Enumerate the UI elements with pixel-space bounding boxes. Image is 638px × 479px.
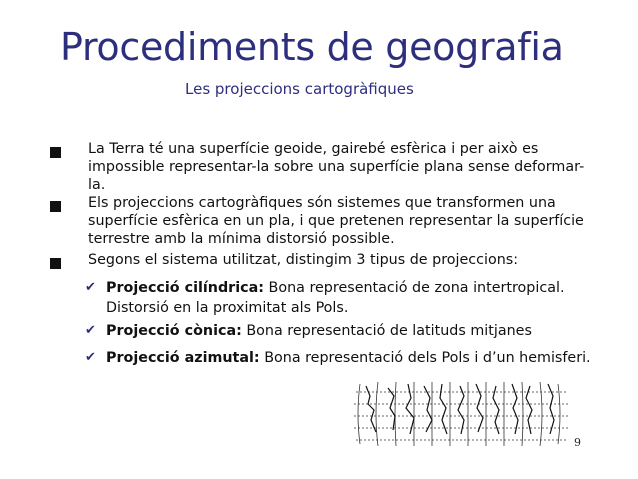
sub-bullet-term: Projecció cònica: [106,323,242,339]
square-bullet-icon [50,147,61,158]
bullet-text: La Terra té una superfície geoide, gairebé esfèrica i per això es impossible representar-la sobre una superfície plana sense deformar-la. [88,141,585,193]
check-icon: ✔ [85,323,96,338]
square-bullet-icon [50,201,61,212]
slide-title: Procediments de geografia [60,25,564,69]
page-number: 9 [574,436,581,449]
map-projection-image [352,378,570,450]
square-bullet-icon [50,258,61,269]
sub-bullet-term: Projecció azimutal: [106,350,260,366]
sub-bullet-text [106,348,601,368]
sub-bullet-text [106,278,601,318]
check-icon: ✔ [85,350,96,365]
bullet-text: Els projeccions cartogràfiques són sistemes que transformen una superfície esfèrica en un pla, i que pretenen representar la superfície terrestre amb la mínima distorsió possible. [88,195,584,247]
sub-bullet-description: Bona representació de zona intertropical. Distorsió en la proximitat als Pols. [106,280,565,316]
sub-bullet-text [106,321,601,341]
sub-bullet-description: Bona representació dels Pols i d’un hemisferi. [259,350,591,366]
check-icon: ✔ [85,280,96,295]
slide-subtitle: Les projeccions cartogràfiques [185,80,414,98]
sub-bullet-term: Projecció cilíndrica: [106,280,264,296]
bullet-text: Segons el sistema utilitzat, distingim 3 tipus de projeccions: [88,252,519,268]
sub-bullet-description: Bona representació de latituds mitjanes [241,323,532,339]
